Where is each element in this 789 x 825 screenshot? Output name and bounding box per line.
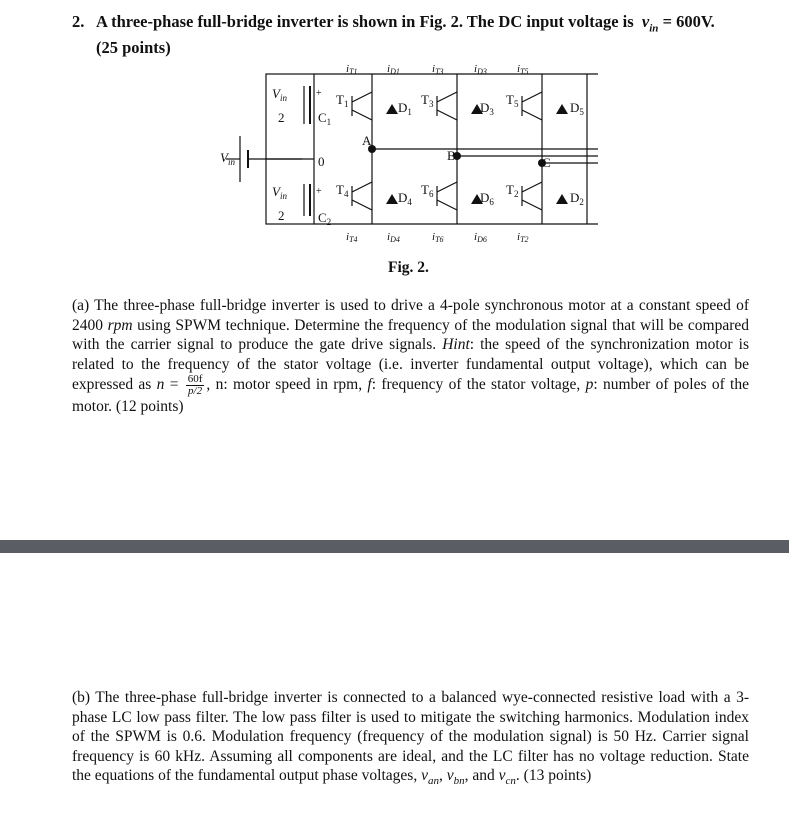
section-divider (0, 540, 789, 553)
label-t2: $T_2$ (506, 182, 519, 199)
label-id4: iD4 (387, 231, 400, 244)
formula-fraction: $\frac{60f}{p/2}$ (187, 373, 203, 397)
label-d2: $D_2$ (570, 190, 584, 207)
label-t5: $T_5$ (506, 92, 519, 109)
label-vin: $V_{in}$ (220, 150, 235, 167)
vin-value: = 600V. (658, 12, 715, 31)
figure-caption: Fig. 2. (388, 259, 429, 276)
label-node-b: B (447, 148, 456, 163)
label-plus-bottom: + (316, 186, 322, 197)
label-zero: 0 (318, 154, 325, 169)
label-it1: iT1 (346, 64, 358, 76)
label-d4: $D_4$ (398, 190, 412, 207)
label-it4: iT4 (346, 231, 358, 244)
label-d1: $D_1$ (398, 100, 412, 117)
part-a-text: (a) The three-phase full-bridge inverter is used to drive a 4-pole synchronous motor at a constant speed of 2400 rpm using SPWM technique. Determine the frequency of the modulation signal that will be compared with the carrier signal to produce the gate drive signals. Hint: the speed of the synchronization motor is related to the frequency of the stator voltage (i.e. inverter fundamental output voltage), which can be expressed as n = $\frac{60f}{p/2}$ , n: motor speed in rpm, f: frequency of the stator voltage, p: number of poles of the motor. (12 points) (72, 297, 750, 415)
label-it2: iT2 (517, 231, 529, 244)
label-node-a: A (362, 133, 372, 148)
label-t3: $T_3$ (421, 92, 434, 109)
label-t4: $T_4$ (336, 182, 349, 199)
vin-symbol: $v_{in}$ (641, 12, 659, 35)
label-vin-half-bottom: $V_{in}$ (272, 184, 287, 201)
label-c2: $C_2$ (318, 210, 332, 227)
label-id3: iD3 (474, 64, 487, 76)
label-c1: $C_1$ (318, 110, 332, 127)
part-b-text: (b) The three-phase full-bridge inverter is connected to a balanced wye-connected resistive load with a 3-phase LC low pass filter. The low pass filter is used to mitigate the switching harmonics. Modulation index of the SPWM is 0.6. Modulation frequency (frequency of the modulation signal) is 50 Hz. Carrier signal frequency is 60 kHz. Assuming all components are ideal, and the LC filter has no voltage reduction. State the equations of the fundamental output phase voltages, $v_{an}$, $v_{bn}$, and $v_{cn}$. (13 points) (72, 689, 749, 788)
label-d5: $D_5$ (570, 100, 584, 117)
question-number: 2. (72, 12, 85, 31)
label-id1: iD1 (387, 64, 400, 76)
question-heading (72, 12, 772, 58)
label-plus-top: + (316, 88, 322, 99)
question-points: (25 points) (96, 38, 171, 58)
label-it6: iT6 (432, 231, 444, 244)
label-vin-half-top: $V_{in}$ (272, 86, 287, 103)
label-it3: iT3 (432, 64, 444, 76)
label-node-c: C (542, 155, 551, 170)
label-d6: $D_6$ (480, 190, 494, 207)
label-half-top: 2 (278, 110, 285, 125)
inverter-circuit-diagram (212, 64, 612, 259)
label-t1: $T_1$ (336, 92, 349, 109)
question-title: A three-phase full-bridge inverter is shown in Fig. 2. The DC input voltage is (96, 12, 634, 31)
label-half-bottom: 2 (278, 208, 285, 223)
label-it5: iT5 (517, 64, 529, 76)
label-d3: $D_3$ (480, 100, 494, 117)
label-t6: $T_6$ (421, 182, 434, 199)
label-id6: iD6 (474, 231, 487, 244)
